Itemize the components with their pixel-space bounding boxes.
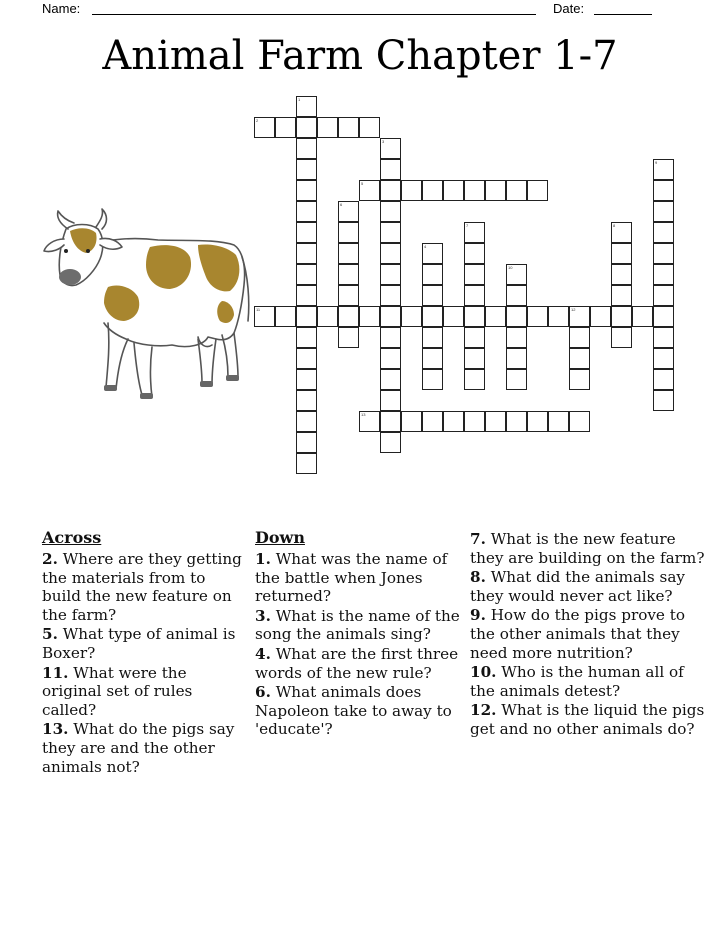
crossword-cell[interactable]	[653, 327, 674, 348]
crossword-cell[interactable]	[422, 243, 443, 264]
across-heading: Across	[42, 528, 102, 547]
crossword-cell[interactable]	[296, 369, 317, 390]
crossword-cell[interactable]	[506, 411, 527, 432]
clue-across-2: 2. Where are they getting the materials from to build the new feature on the farm?	[42, 550, 242, 624]
crossword-cell[interactable]	[611, 327, 632, 348]
cell-number: 2	[256, 118, 259, 123]
name-label: Name:	[42, 1, 81, 16]
crossword-cell[interactable]	[653, 390, 674, 411]
cell-number: 12	[571, 307, 576, 312]
crossword-cell[interactable]	[296, 201, 317, 222]
crossword-cell[interactable]	[653, 180, 674, 201]
crossword-cell[interactable]	[569, 411, 590, 432]
crossword-cell[interactable]	[296, 411, 317, 432]
clue-down-3: 3. What is the name of the song the animals sing?	[255, 606, 460, 644]
crossword-cell[interactable]	[422, 327, 443, 348]
crossword-cell[interactable]	[380, 285, 401, 306]
crossword-cell[interactable]	[422, 348, 443, 369]
clue-down-10: 10. Who is the human all of the animals detest?	[470, 663, 684, 700]
clue-across-5: 5. What type of animal is Boxer?	[42, 625, 236, 662]
crossword-cell[interactable]	[464, 180, 485, 201]
crossword-cell[interactable]	[296, 348, 317, 369]
crossword-cell[interactable]	[464, 369, 485, 390]
clue-down-6: 6. What animals does Napoleon take to away to 'educate'?	[255, 683, 452, 739]
cell-number: 11	[256, 307, 261, 312]
crossword-cell[interactable]	[653, 369, 674, 390]
crossword-cell[interactable]	[338, 306, 359, 327]
crossword-cell[interactable]	[359, 117, 380, 138]
cell-number: 8	[613, 223, 616, 228]
crossword-cell[interactable]	[296, 285, 317, 306]
crossword-cell[interactable]	[653, 306, 674, 327]
crossword-cell[interactable]	[506, 180, 527, 201]
crossword-cell[interactable]	[485, 180, 506, 201]
crossword-cell[interactable]	[569, 348, 590, 369]
crossword-cell[interactable]	[317, 306, 338, 327]
cell-number: 5	[361, 181, 364, 186]
cell-number: 9	[655, 160, 658, 165]
cell-number: 6	[340, 202, 343, 207]
crossword-cell[interactable]	[296, 432, 317, 453]
crossword-cell[interactable]	[338, 117, 359, 138]
crossword-cell[interactable]	[653, 285, 674, 306]
crossword-cell[interactable]	[338, 327, 359, 348]
crossword-cell[interactable]	[653, 264, 674, 285]
clue-down-4: 4. What are the first three words of the new rule?	[255, 644, 459, 682]
crossword-cell[interactable]	[338, 264, 359, 285]
clue-down-9: 9. How do the pigs prove to the other animals that they need more nutrition?	[470, 606, 685, 662]
crossword-cell[interactable]	[464, 411, 485, 432]
crossword-cell[interactable]	[590, 306, 611, 327]
cow-illustration-icon	[38, 205, 253, 410]
crossword-cell[interactable]	[569, 327, 590, 348]
crossword-cell[interactable]	[380, 222, 401, 243]
crossword-cell[interactable]	[569, 369, 590, 390]
crossword-cell[interactable]	[338, 222, 359, 243]
page-title: Animal Farm Chapter 1-7	[102, 33, 618, 79]
crossword-cell[interactable]	[296, 117, 317, 138]
crossword-cell[interactable]	[296, 96, 317, 117]
cell-number: 7	[466, 223, 469, 228]
crossword-cell[interactable]	[380, 411, 401, 432]
crossword-cell[interactable]	[485, 411, 506, 432]
crossword-cell[interactable]	[611, 285, 632, 306]
crossword-cell[interactable]	[464, 222, 485, 243]
crossword-cell[interactable]	[464, 348, 485, 369]
crossword-cell[interactable]	[296, 327, 317, 348]
crossword-cell[interactable]	[401, 411, 422, 432]
clue-down-7: 7. What is the new feature they are building on the farm?	[470, 530, 705, 567]
crossword-cell[interactable]	[401, 306, 422, 327]
crossword-cell[interactable]	[422, 264, 443, 285]
crossword-cell[interactable]	[254, 117, 275, 138]
crossword-cell[interactable]	[653, 348, 674, 369]
clue-down-1: 1. What was the name of the battle when Jones returned?	[255, 550, 448, 606]
down-heading: Down	[255, 528, 305, 547]
date-label: Date:	[553, 1, 585, 16]
crossword-cell[interactable]	[527, 411, 548, 432]
crossword-cell[interactable]	[653, 243, 674, 264]
crossword-cell[interactable]	[611, 243, 632, 264]
crossword-cell[interactable]	[338, 243, 359, 264]
crossword-cell[interactable]	[611, 306, 632, 327]
crossword-cell[interactable]	[569, 306, 590, 327]
crossword-cell[interactable]	[506, 369, 527, 390]
crossword-cell[interactable]	[380, 138, 401, 159]
cell-number: 3	[382, 139, 385, 144]
crossword-cell[interactable]	[422, 180, 443, 201]
clues-across-column	[42, 528, 242, 777]
clue-across-11: 11. What were the original set of rules called?	[42, 663, 193, 719]
crossword-cell[interactable]	[464, 327, 485, 348]
crossword-cell[interactable]	[359, 306, 380, 327]
crossword-cell[interactable]	[443, 411, 464, 432]
crossword-cell[interactable]	[506, 306, 527, 327]
crossword-cell[interactable]	[338, 201, 359, 222]
crossword-cell[interactable]	[422, 285, 443, 306]
crossword-cell[interactable]	[296, 453, 317, 474]
crossword-cell[interactable]	[611, 264, 632, 285]
crossword-cell[interactable]	[296, 180, 317, 201]
crossword-cell[interactable]	[380, 369, 401, 390]
crossword-cell[interactable]	[527, 180, 548, 201]
crossword-cell[interactable]	[380, 201, 401, 222]
cell-number: 1	[298, 97, 301, 102]
clue-down-8: 8. What did the animals say they would never act like?	[470, 568, 685, 605]
crossword-cell[interactable]	[380, 159, 401, 180]
crossword-cell[interactable]	[485, 306, 506, 327]
clues-down-column	[255, 528, 460, 740]
crossword-cell[interactable]	[653, 159, 674, 180]
crossword-cell[interactable]	[380, 348, 401, 369]
crossword-cell[interactable]	[464, 243, 485, 264]
cell-number: 10	[508, 265, 513, 270]
crossword-cell[interactable]	[380, 390, 401, 411]
crossword-cell[interactable]	[464, 285, 485, 306]
crossword-cell[interactable]	[296, 138, 317, 159]
cell-number: 13	[361, 412, 366, 417]
crossword-cell[interactable]	[506, 327, 527, 348]
crossword-cell[interactable]	[464, 264, 485, 285]
crossword-cell[interactable]	[296, 159, 317, 180]
crossword-cell[interactable]	[380, 243, 401, 264]
crossword-cell[interactable]	[443, 180, 464, 201]
crossword-cell[interactable]	[527, 306, 548, 327]
crossword-cell[interactable]	[422, 306, 443, 327]
crossword-cell[interactable]	[296, 222, 317, 243]
crossword-cell[interactable]	[611, 222, 632, 243]
crossword-cell[interactable]	[506, 285, 527, 306]
crossword-cell[interactable]	[422, 411, 443, 432]
crossword-cell[interactable]	[296, 243, 317, 264]
crossword-cell[interactable]	[275, 306, 296, 327]
crossword-cell[interactable]	[296, 264, 317, 285]
cell-number: 4	[424, 244, 427, 249]
clue-across-13: 13. What do the pigs say they are and the other animals not?	[42, 720, 235, 776]
crossword-cell[interactable]	[632, 306, 653, 327]
crossword-cell[interactable]	[380, 432, 401, 453]
crossword-cell[interactable]	[275, 117, 296, 138]
clue-down-12: 12. What is the liquid the pigs get and no other animals do?	[470, 701, 705, 738]
crossword-cell[interactable]	[548, 306, 569, 327]
crossword-cell[interactable]	[380, 264, 401, 285]
crossword-cell[interactable]	[506, 348, 527, 369]
crossword-cell[interactable]	[296, 390, 317, 411]
crossword-cell[interactable]	[380, 180, 401, 201]
crossword-cell[interactable]	[653, 222, 674, 243]
crossword-cell[interactable]	[401, 180, 422, 201]
crossword-cell[interactable]	[464, 306, 485, 327]
crossword-cell[interactable]	[506, 264, 527, 285]
crossword-cell[interactable]	[254, 306, 275, 327]
crossword-cell[interactable]	[317, 117, 338, 138]
crossword-cell[interactable]	[548, 411, 569, 432]
crossword-cell[interactable]	[653, 201, 674, 222]
crossword-cell[interactable]	[359, 411, 380, 432]
crossword-cell[interactable]	[380, 327, 401, 348]
crossword-cell[interactable]	[296, 306, 317, 327]
crossword-cell[interactable]	[422, 369, 443, 390]
clues-down-column-continued	[470, 530, 710, 740]
crossword-cell[interactable]	[359, 180, 380, 201]
crossword-cell[interactable]	[338, 285, 359, 306]
crossword-cell[interactable]	[443, 306, 464, 327]
crossword-cell[interactable]	[380, 306, 401, 327]
